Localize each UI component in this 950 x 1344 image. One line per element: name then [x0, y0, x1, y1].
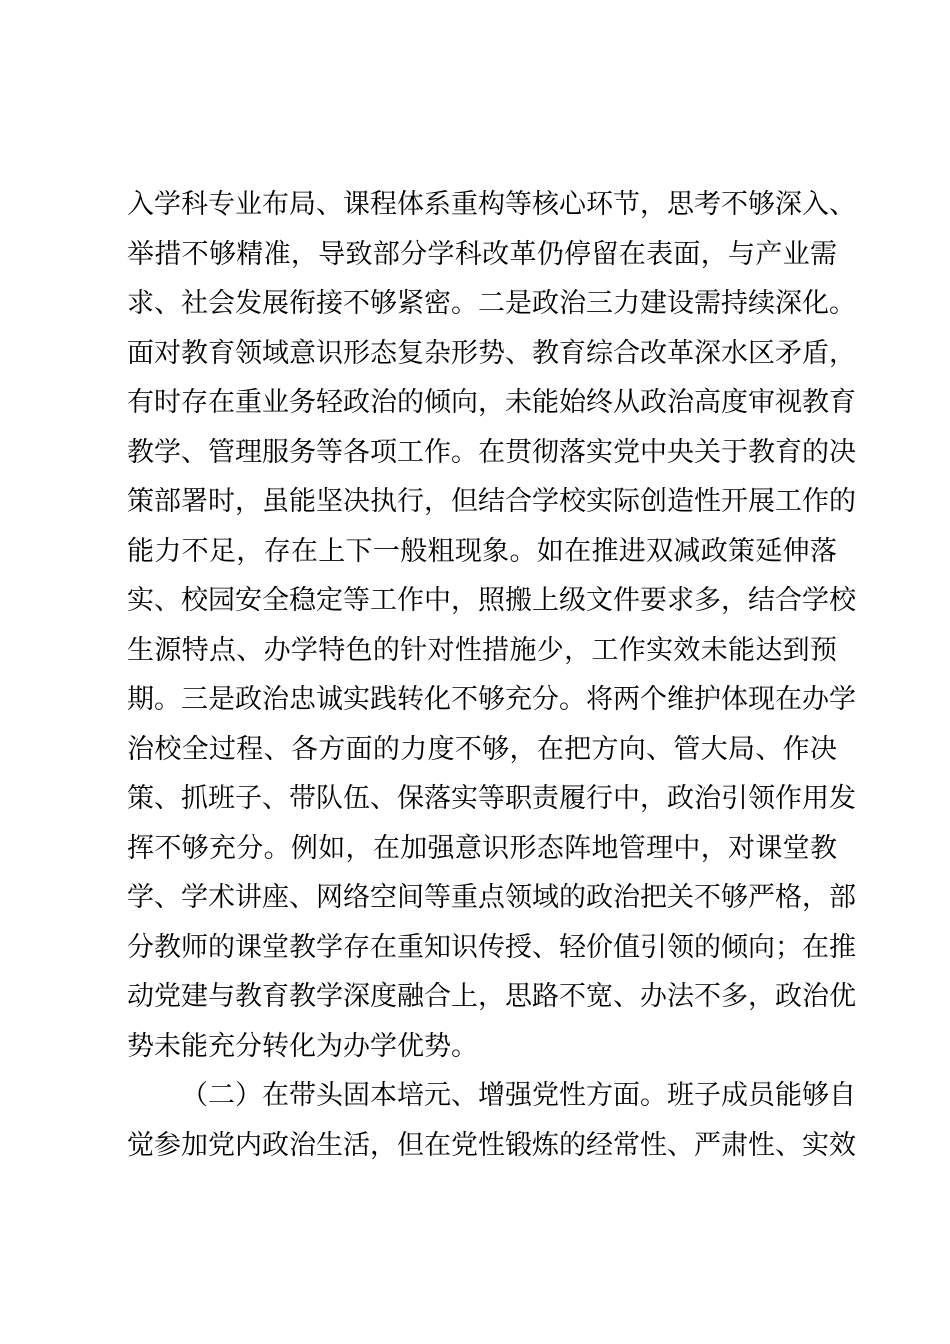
text-line: 面对教育领域意识形态复杂形势、教育综合改革深水区矛盾， [127, 338, 856, 369]
text-line: 分教师的课堂教学存在重知识传授、轻价值引领的倾向；在推 [127, 932, 856, 963]
text-line: 教学、管理服务等各项工作。在贯彻落实党中央关于教育的决 [127, 437, 856, 468]
text-line: 期。三是政治忠诚实践转化不够充分。将两个维护体现在办学 [127, 684, 856, 715]
text-line: 有时存在重业务轻政治的倾向，未能始终从政治高度审视教育 [127, 387, 856, 418]
text-line: 动党建与教育教学深度融合上，思路不宽、办法不多，政治优 [127, 981, 856, 1012]
text-line: 能力不足，存在上下一般粗现象。如在推进双减政策延伸落 [127, 536, 837, 567]
text-line: 治校全过程、各方面的力度不够，在把方向、管大局、作决 [127, 734, 837, 765]
text-line: 求、社会发展衔接不够紧密。二是政治三力建设需持续深化。 [127, 288, 856, 319]
section-heading-line: （二）在带头固本培元、增强党性方面。班子成员能够自 [181, 1080, 856, 1111]
text-line: 策、抓班子、带队伍、保落实等职责履行中，政治引领作用发 [127, 783, 856, 814]
text-line: 挥不够充分。例如，在加强意识形态阵地管理中，对课堂教 [127, 833, 837, 864]
text-line: 策部署时，虽能坚决执行，但结合学校实际创造性开展工作的 [127, 486, 856, 517]
text-line: 举措不够精准，导致部分学科改革仍停留在表面，与产业需 [127, 239, 837, 270]
text-line: 生源特点、办学特色的针对性措施少，工作实效未能达到预 [127, 635, 837, 666]
text-line: 实、校园安全稳定等工作中，照搬上级文件要求多，结合学校 [127, 585, 856, 616]
text-line: 觉参加党内政治生活，但在党性锻炼的经常性、严肃性、实效 [127, 1130, 856, 1161]
text-line: 入学科专业布局、课程体系重构等核心环节，思考不够深入、 [127, 189, 856, 220]
text-line: 学、学术讲座、网络空间等重点领域的政治把关不够严格，部 [127, 882, 856, 913]
paragraph-last-line: 势未能充分转化为办学优势。 [127, 1031, 478, 1062]
